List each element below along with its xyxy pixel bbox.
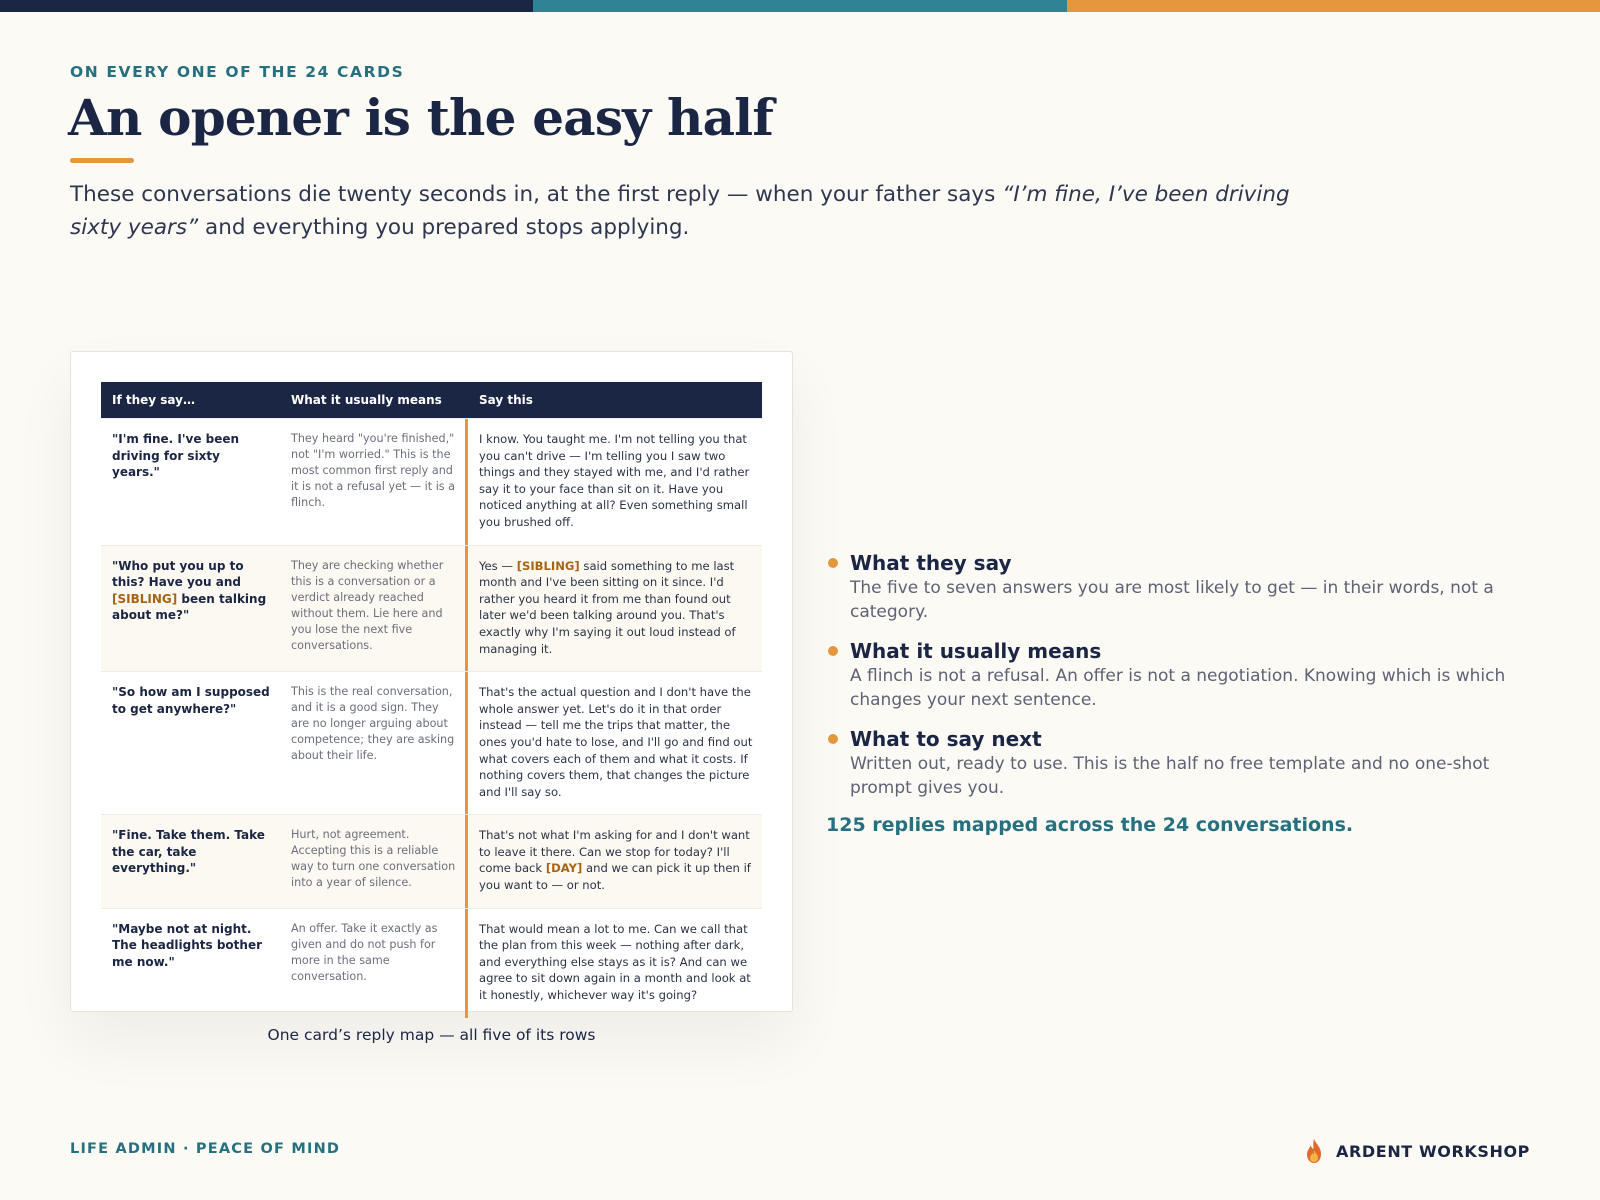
cell-say-this (465, 815, 762, 907)
cell-say-this (465, 672, 762, 814)
feature-body: A flinch is not a refusal. An offer is not a negotiation. Knowing which is which changes your next sentence. (850, 666, 1506, 710)
text-segment: "Who put you up to this? Have you and (112, 558, 244, 590)
feature-body: The five to seven answers you are most likely to get — in their words, not a category. (850, 578, 1494, 622)
lede-start: These conversations die twenty seconds in, at the first reply — when your father says (70, 182, 1003, 207)
cell-if-they-say: "Fine. Take them. Take the car, take everything." (112, 828, 265, 876)
table-row (101, 671, 762, 814)
cell-what-it-means: This is the real conversation, and it is a good sign. They are no longer arguing about competence; they are asking about their life. (291, 685, 455, 763)
top-color-bar (0, 0, 1600, 12)
table-row (101, 418, 762, 545)
feature-what-to-say-next (826, 726, 1526, 800)
reply-map-card (70, 351, 793, 1012)
top-bar-teal-segment (533, 0, 1066, 12)
feature-what-it-means (826, 638, 1526, 712)
placeholder-token: [DAY] (545, 861, 583, 876)
reply-map-table (101, 382, 762, 1018)
feature-list (826, 550, 1526, 836)
text-segment: Yes — (479, 558, 517, 573)
cell-say-this (465, 909, 762, 1018)
cell-what-it-means: Hurt, not agreement. Accepting this is a reliable way to turn one conversation into a year of silence. (291, 828, 456, 890)
header-what-it-means: What it usually means (291, 393, 442, 407)
top-bar-orange-segment (1067, 0, 1600, 12)
feature-what-they-say (826, 550, 1526, 624)
cell-what-it-means: They are checking whether this is a conversation or a verdict already reached without them. Lie here and you lose the next five conversations. (291, 558, 444, 652)
text-segment: said something to me last month and I've been sitting on it since. I'd rather you heard it from me than found out later we'd been talking around you. That's exactly why I'm saying it out loud instead of managing it. (479, 558, 736, 656)
table-row (101, 545, 762, 672)
lede-paragraph (70, 178, 1320, 244)
text-segment: and we can pick it up then if you want to — or not. (479, 861, 751, 893)
cell-say-this (465, 546, 762, 672)
replies-stat: 125 replies mapped across the 24 conversations. (826, 814, 1354, 836)
text-segment: been talking about me?" (112, 591, 267, 623)
brand-name: ARDENT WORKSHOP (1336, 1141, 1530, 1161)
cell-if-they-say: "So how am I supposed to get anywhere?" (112, 685, 270, 716)
feature-body: Written out, ready to use. This is the half no free template and no one-shot prompt gives you. (850, 754, 1490, 798)
cell-say-this (465, 419, 762, 545)
table-body (101, 418, 762, 1018)
table-row (101, 908, 762, 1018)
cell-if-they-say: "Maybe not at night. The headlights bother me now." (112, 921, 262, 969)
text-segment: That's not what I'm asking for and I don't want to leave it there. Can we stop for today? I'll come back (479, 828, 750, 876)
title-underline (70, 158, 134, 163)
feature-title: What to say next (850, 727, 1042, 751)
text-segment: That's the actual question and I don't have the whole answer yet. Let's do it in that order instead — tell me the trips that matter, the ones you'd hate to lose, and I'll go and find out what covers each of them and what it costs. If nothing covers them, that changes the picture and I'll say so. (479, 685, 753, 799)
feature-title: What it usually means (850, 639, 1102, 663)
footer-tagline: LIFE ADMIN · PEACE OF MIND (70, 1141, 341, 1157)
cell-what-it-means: They heard "you're finished," not "I'm worried." This is the most common first reply and it is not a refusal yet — it is a flinch. (291, 432, 456, 509)
card-caption: One card’s reply map — all five of its rows (267, 1026, 596, 1044)
page-title: An opener is the easy half (68, 88, 774, 147)
feature-title: What they say (850, 551, 1012, 575)
bullet-dot-icon (828, 734, 838, 744)
cell-if-they-say (101, 546, 280, 672)
header-if-they-say: If they say… (112, 393, 195, 407)
lede-quote: “I’m fine, I’ve been driving sixty years” (70, 182, 1290, 240)
lede-end: and everything you prepared stops applying. (198, 215, 690, 240)
bullet-dot-icon (828, 558, 838, 568)
flame-icon (1304, 1138, 1324, 1164)
cell-if-they-say: "I'm fine. I've been driving for sixty years." (112, 432, 240, 479)
table-header (101, 382, 762, 418)
header-say-this: Say this (479, 393, 533, 407)
eyebrow: ON EVERY ONE OF THE 24 CARDS (70, 63, 405, 81)
cell-what-it-means: An offer. Take it exactly as given and do not push for more in the same conversation. (291, 921, 438, 983)
placeholder-token: [SIBLING] (516, 558, 580, 573)
table-row (101, 814, 762, 907)
text-segment: That would mean a lot to me. Can we call that the plan from this week — nothing after dark, and everything else stays as it is? And can we agree to sit down again in a month and look at it honestly, whichever way it's going? (479, 921, 751, 1003)
brand-lockup (1304, 1138, 1530, 1164)
placeholder-token: [SIBLING] (112, 591, 178, 606)
bullet-dot-icon (828, 646, 838, 656)
text-segment: I know. You taught me. I'm not telling you that you can't drive — I'm telling you I saw two things and they stayed with me, and I'd rather say it to your face than sit on it. Have you noticed anything at all? Even something small you brushed off. (479, 432, 750, 529)
top-bar-navy-segment (0, 0, 533, 12)
